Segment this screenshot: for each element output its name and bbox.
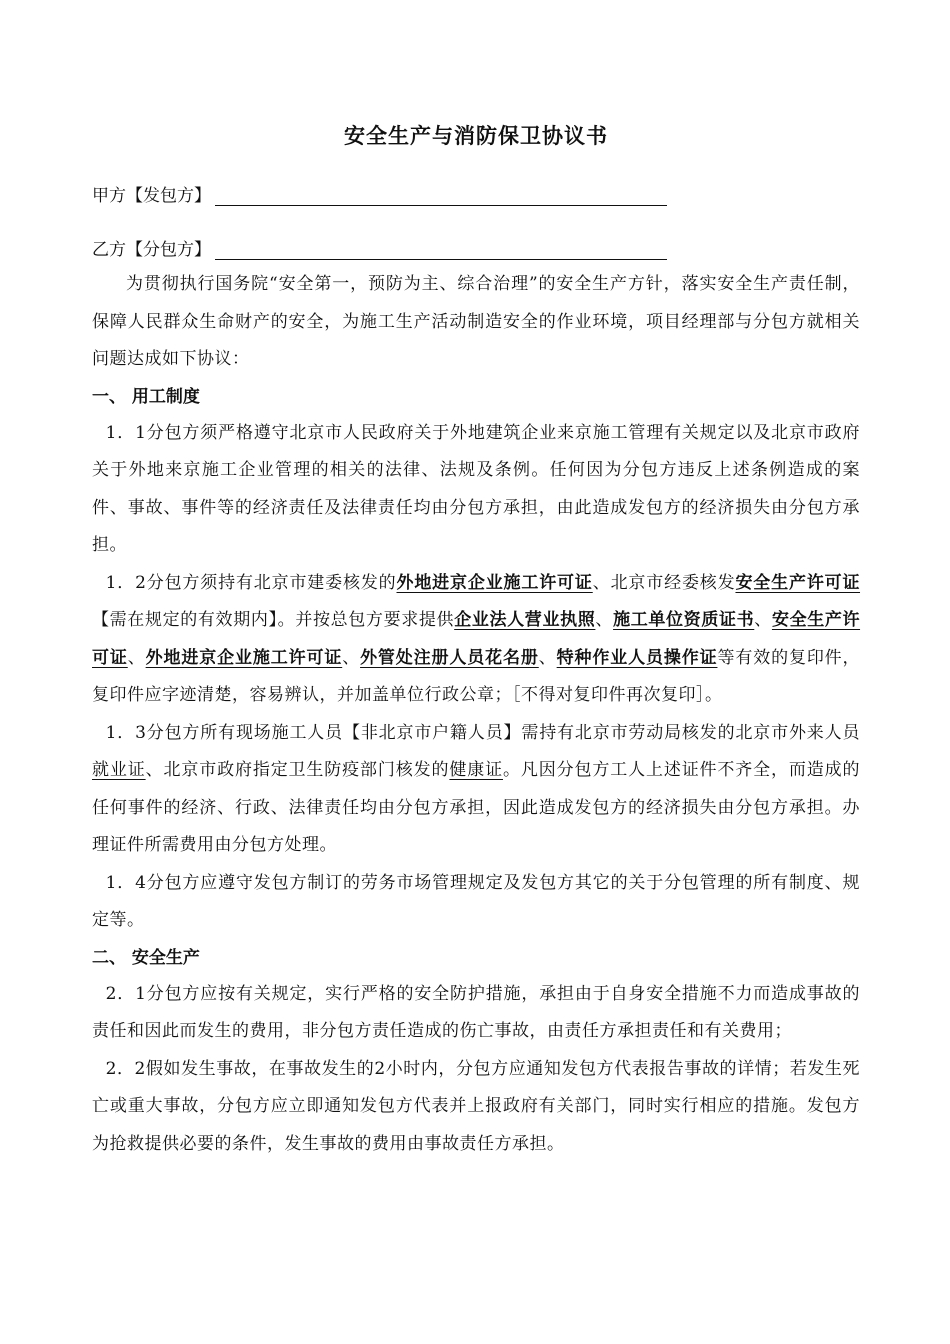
required-document: 外地进京企业施工许可证	[145, 647, 343, 668]
required-document: 外管处注册人员花名册	[360, 647, 539, 668]
party-a-line	[92, 176, 860, 206]
clause-text: 1．3分包方所有现场施工人员【非北京市户籍人员】需持有北京市劳动局核发的北京市外来人员	[105, 722, 860, 743]
required-document: 安全生产许可证	[735, 572, 861, 593]
separator: 、	[127, 647, 146, 668]
document-title: 安全生产与消防保卫协议书	[344, 124, 608, 148]
clause-1-4: 1．4分包方应遵守发包方制订的劳务市场管理规定及发包方其它的关于分包管理的所有制度、规定等。	[92, 872, 860, 930]
clause-1-2	[92, 565, 860, 715]
party-b-blank	[215, 239, 667, 260]
clause-text: 。凡因分包方工人上述证件不齐全，而造成的任何事件的经济、行政、法律责任均由分包方承担，因此造成发包方的经济损失由分包方承担。办理证件所需费用由分包方处理。	[92, 760, 861, 855]
party-b-label: 乙方【分包方】	[92, 240, 211, 260]
party-a-blank	[215, 185, 667, 206]
separator: 、	[538, 647, 557, 668]
clause-text: 【需在规定的有效期内】。并按总包方要求提供	[92, 610, 455, 630]
intro-paragraph: 为贯彻执行国务院“安全第一，预防为主、综合治理”的安全生产方针，落实安全生产责任制，保障人民群众生命财产的安全，为施工生产活动制造安全的作业环境，项目经理部与分包方就相关问题达成如下协议：	[92, 274, 860, 369]
required-document: 施工单位资质证书	[613, 610, 755, 630]
party-b-line	[92, 230, 860, 260]
required-document: 企业法人营业执照	[454, 610, 596, 630]
clause-1-1: 1．1分包方须严格遵守北京市人民政府关于外地建筑企业来京施工管理有关规定以及北京市政府关于外地来京施工企业管理的相关的法律、法规及条例。任何因为分包方违反上述条例造成的案件、事故、事件等的经济责任及法律责任均由分包方承担，由此造成发包方的经济损失由分包方承担。	[92, 422, 860, 555]
separator: 、	[754, 610, 772, 630]
section-heading-safety: 二、 安全生产	[92, 947, 200, 968]
party-a-label: 甲方【发包方】	[92, 186, 211, 206]
clause-1-3	[92, 715, 860, 865]
required-certificate: 健康证	[449, 760, 503, 780]
section-heading-employment: 一、 用工制度	[92, 386, 200, 407]
clause-text: 、北京市经委核发	[592, 572, 736, 593]
required-document: 外地进京企业施工许可证	[396, 572, 593, 593]
required-certificate: 就业证	[92, 760, 146, 780]
clause-text: 、北京市政府指定卫生防疫部门核发的	[145, 760, 450, 780]
clause-2-2: 2．2假如发生事故，在事故发生的2小时内，分包方应通知发包方代表报告事故的详情；若发生死亡或重大事故，分包方应立即通知发包方代表并上报政府有关部门，同时实行相应的措施。发包方为抢救提供必要的条件，发生事故的费用由事故责任方承担。	[92, 1058, 860, 1154]
clause-text: 等有效的复印件，复印件应字迹清楚，容易辨认，并加盖单位行政公章；［不得对复印件再次复印］。	[92, 647, 861, 705]
clause-text: 1．2分包方须持有北京市建委核发的	[105, 572, 397, 593]
separator: 、	[342, 647, 361, 668]
separator: 、	[595, 610, 614, 630]
required-document: 安全生产许可证	[92, 610, 861, 668]
required-document: 特种作业人员操作证	[556, 647, 718, 668]
clause-2-1: 2．1分包方应按有关规定，实行严格的安全防护措施，承担由于自身安全措施不力而造成事故的责任和因此而发生的费用，非分包方责任造成的伤亡事故，由责任方承担责任和有关费用；	[92, 983, 860, 1041]
